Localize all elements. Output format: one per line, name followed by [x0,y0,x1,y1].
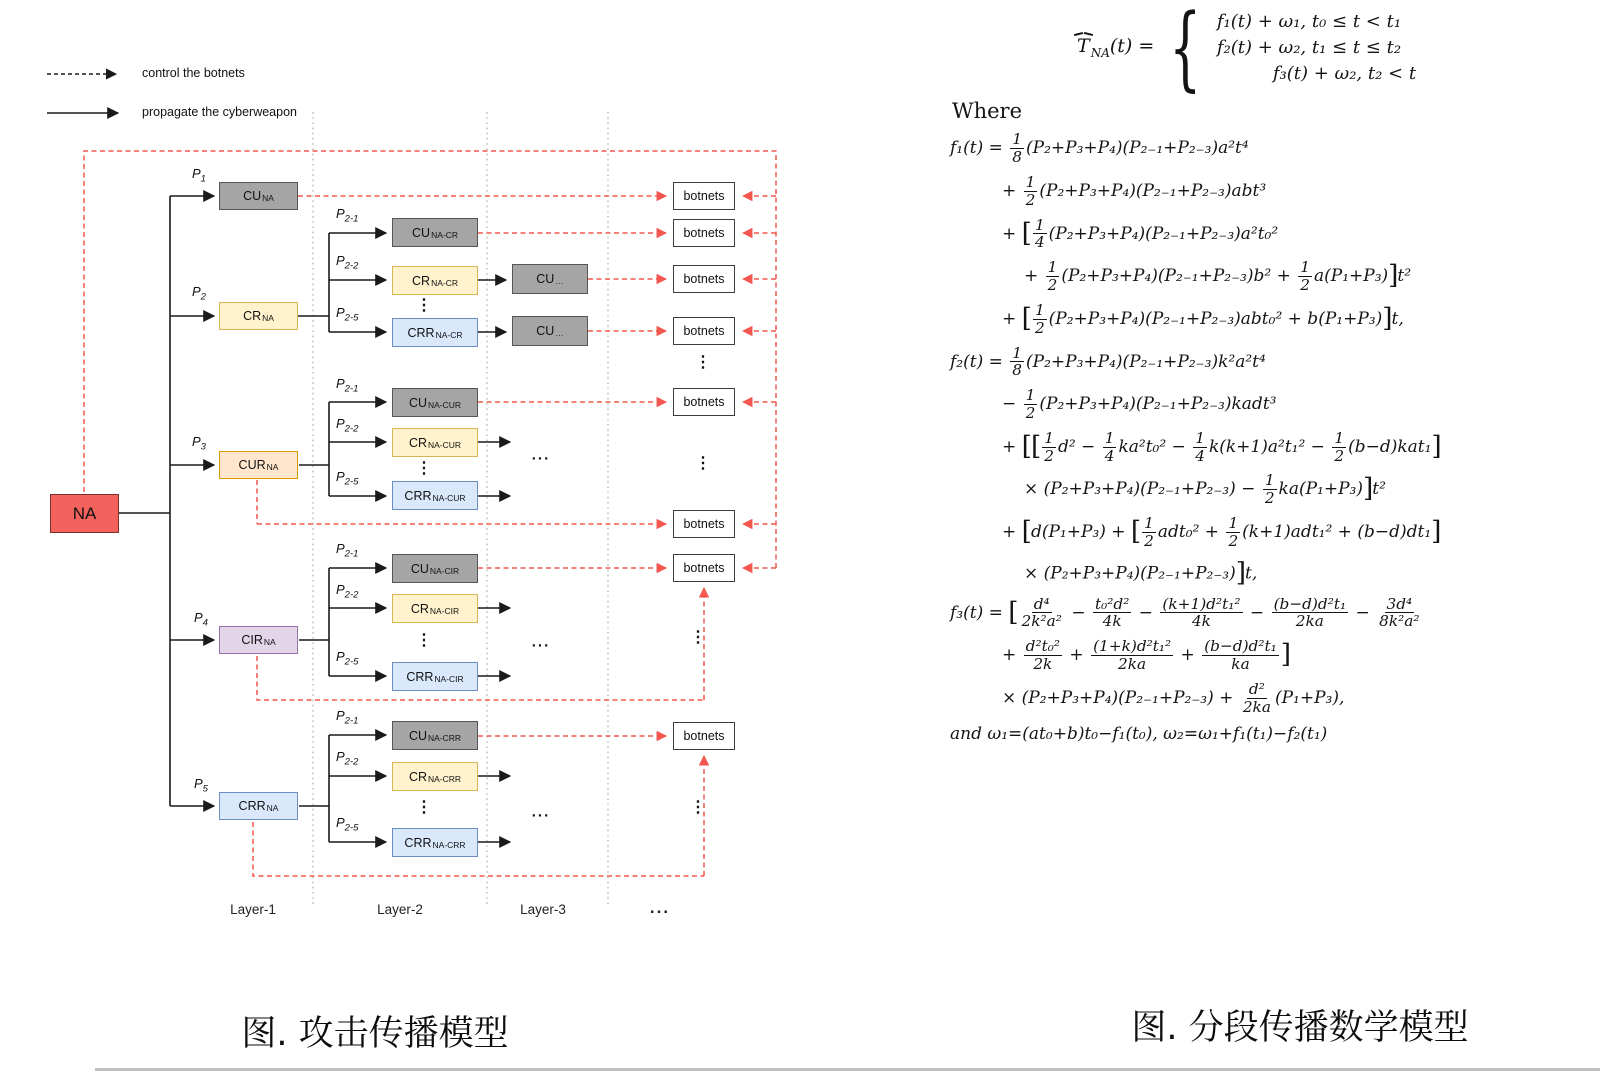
fraction: $\frac{\text{d⁴}}{\text{2k²a²}}$ [1021,594,1062,631]
layer1-label: Layer-1 [230,902,276,917]
node-sublabel: … [555,328,564,338]
big-bracket: ] [1431,431,1441,462]
big-bracket: ] [1382,303,1392,334]
layer3-label: Layer-3 [520,902,566,917]
figure-caption-right: 图. 分段传播数学模型 [1131,1008,1469,1048]
piecewise-brace: { [1169,0,1202,101]
node-sublabel: NA-CR [431,277,458,288]
math-line: + [ $\frac{1}{2}$ (P₂+P₃+P₄)(P₂₋₁+P₂₋₃)abt₀² + b(P₁+P₃)]t, [1002,300,1404,337]
equation-omega [950,724,1590,744]
horizontal-ellipsis: ... [531,803,551,821]
case-3: f₃(t) + ω₂, t₂ < t [1272,63,1417,85]
branch-label-p3: $P_3$ [192,434,206,453]
node-na [50,494,119,533]
node-cu-na-crr [392,721,478,750]
legend-propagate-label: propagate the cyberweapon [142,105,297,119]
big-bracket: ] [1280,639,1291,670]
vertical-ellipsis: ⋮ [695,354,711,372]
branch-label-p2: $P_2$ [192,284,206,303]
botnets-8 [673,722,735,750]
vertical-ellipsis: ⋮ [416,297,432,315]
node-label: CU [536,272,555,286]
node-cr-na [219,302,298,330]
layer-more-label: ... [649,898,671,917]
fraction: $\frac{1}{2}$ [1300,258,1310,295]
fraction: $\frac{1}{8}$ [1012,343,1022,380]
math-line: + $\frac{1}{2}$ (P₂+P₃+P₄)(P₂₋₁+P₂₋₃)b² + $\frac{1}{2}$ a(P₁+P₃)]t² [1024,258,1412,295]
node-label: CR [412,273,431,288]
big-bracket: [ [1030,431,1041,462]
botnets-4 [673,317,735,345]
bottom-rule [95,1068,1600,1071]
node-sublabel: NA-CR [435,329,463,340]
big-bracket: [ [1130,516,1141,547]
node-cu-layer3-1 [512,264,588,294]
botnets-label: botnets [683,561,725,575]
fraction: $\frac{\text{t₀²d²}}{4k}$ [1095,594,1130,631]
node-cr-na-cur [392,428,478,457]
botnets-label: botnets [683,324,725,338]
node-label: CU [410,561,429,576]
node-sublabel: NA [266,462,279,472]
node-cu-na-cr [392,218,478,247]
branch-label-p2-group2-3: $P_{2-5}$ [336,469,359,488]
math-line: × (P₂+P₃+P₄)(P₂₋₁+P₂₋₃) + $\frac{\text{d²}}{2ka}$ (P₁+P₃), [1002,679,1345,716]
vertical-ellipsis: ⋮ [690,629,706,647]
branch-label-p2-group1-2: $P_{2-2}$ [336,253,359,272]
case-2: f₂(t) + ω₂, t₁ ≤ t ≤ t₂ [1216,37,1402,59]
big-bracket: ] [1431,516,1441,547]
branch-label-p4: $P_4$ [194,610,208,629]
big-bracket: [ [1021,303,1031,334]
node-label: CR [408,769,427,784]
node-label: CR [243,309,262,323]
branch-label-p2-group4-3: $P_{2-5}$ [336,815,359,834]
big-bracket: [ [1021,431,1031,462]
branch-label-p2-group1-3: $P_{2-5}$ [336,305,359,324]
node-crr-na-cir [392,662,478,691]
fraction: $\frac{1}{2}$ [1025,173,1036,209]
fraction: $\frac{\text{(1+k)d²t₁²}}{2ka}$ [1093,637,1172,674]
botnets-label: botnets [683,729,725,743]
math-line: + [ $\frac{1}{4}$ (P₂+P₃+P₄)(P₂₋₁+P₂₋₃)a²t₀² [1002,215,1279,252]
math-line: f₁(t) = $\frac{1}{8}$ (P₂+P₃+P₄)(P₂₋₁+P₂₋₃)a²t⁴ [950,130,1249,167]
node-cir-na [219,626,298,654]
big-bracket: ] [1235,557,1246,588]
botnets-2 [673,219,735,247]
big-bracket: ] [1388,260,1398,291]
big-bracket: [ [1021,516,1031,547]
branch-label-p2-group2-2: $P_{2-2}$ [336,416,359,435]
fraction: $\frac{\text{(k+1)d²t₁²}}{4k}$ [1162,594,1241,631]
node-sublabel: NA [262,193,274,203]
math-line: and ω₁=(at₀+b)t₀−f₁(t₀), ω₂=ω₁+f₁(t₁)−f₂(t₁) [950,723,1328,744]
math-line: f₂(t) = $\frac{1}{8}$ (P₂+P₃+P₄)(P₂₋₁+P₂₋₃)k²a²t⁴ [950,343,1266,380]
fraction: $\frac{1}{4}$ [1104,428,1115,465]
fraction: $\frac{\text{3d⁴}}{\text{8k²a²}}$ [1379,594,1420,631]
fraction: $\frac{1}{2}$ [1044,428,1054,465]
piecewise-cases [1217,11,1416,84]
node-sublabel: NA-CIR [429,605,460,616]
fraction: $\frac{1}{2}$ [1034,300,1045,337]
node-sublabel: NA-CUR [432,492,466,503]
branch-label-p2-group2-1: $P_{2-1}$ [336,376,359,395]
botnets-label: botnets [683,272,725,286]
node-cu-na-cur [392,388,478,417]
node-sublabel: NA-CR [431,229,458,240]
big-bracket: [ [1021,218,1031,249]
fraction: $\frac{1}{2}$ [1025,386,1036,422]
node-label: CUR [238,458,266,472]
vertical-ellipsis: ⋮ [416,632,432,650]
math-line: − $\frac{1}{2}$ (P₂+P₃+P₄)(P₂₋₁+P₂₋₃)kadt³ [1002,386,1277,422]
node-label: CRR [404,488,432,503]
botnets-label: botnets [683,395,725,409]
node-sublabel: … [555,276,564,286]
fraction: $\frac{1}{4}$ [1195,428,1205,465]
piecewise-equation [1076,0,1590,101]
hat-T-symbol: T [1077,35,1090,58]
node-label: CRR [404,835,432,850]
node-label: CR [410,601,429,616]
fraction: $\frac{\text{(b−d)d²t₁}}{2ka}$ [1273,594,1347,631]
node-label: CRR [406,669,434,684]
node-crr-na-cur [392,481,478,510]
fraction: $\frac{\text{(b−d)d²t₁}}{ka}$ [1204,637,1277,674]
node-label: CU [536,324,555,338]
math-line: × (P₂+P₃+P₄)(P₂₋₁+P₂₋₃) − $\frac{1}{2}$ ka(P₁+P₃)]t² [1024,471,1386,508]
fraction: $\frac{1}{4}$ [1034,215,1045,252]
botnets-7 [673,554,735,582]
fraction: $\frac{1}{2}$ [1144,514,1154,550]
math-line: + [d(P₁+P₃) + [ $\frac{1}{2}$ adt₀² + $\frac{1}{2}$ (k+1)adt₁² + (b−d)dt₁] [1002,514,1441,550]
node-cr-na-cir [392,594,478,623]
node-label: CU [412,225,431,240]
vertical-ellipsis: ⋮ [416,460,432,478]
node-crr-na-crr [392,828,478,857]
vertical-ellipsis: ⋮ [695,455,711,473]
branch-label-p2-group3-1: $P_{2-1}$ [336,541,359,560]
botnets-1 [673,182,735,210]
fraction: $\frac{1}{2}$ [1228,514,1239,550]
node-sublabel: NA [263,637,276,647]
botnets-3 [673,265,735,293]
branch-label-p2-group3-2: $P_{2-2}$ [336,582,359,601]
math-line: + $\frac{\text{d²t₀²}}{2k}$ + $\frac{\text{(1+k)d²t₁²}}{2ka}$ + $\frac{\text{(b−d)d²t₁}}{ka}$ ] [1002,637,1291,674]
node-label: NA [72,503,97,523]
node-label: CRR [238,799,266,813]
botnets-6 [673,510,735,538]
branch-label-p2-group4-1: $P_{2-1}$ [336,708,359,727]
vertical-ellipsis: ⋮ [690,799,706,817]
math-line: f₃(t) = [ $\frac{\text{d⁴}}{\text{2k²a²}}$ − $\frac{\text{t₀²d²}}{4k}$ − $\frac{\text{(k+1)d²t₁²}}{4k}$ − $\frac{\text{(b−d)d²t₁}}{2ka}$ − $\frac{\text{3d⁴}}{\text{8k²a²}}$ [950,594,1420,631]
equation-f1 [950,131,1590,336]
fraction: $\frac{1}{2}$ [1264,471,1275,508]
branch-label-p5: $P_5$ [194,776,208,795]
node-sublabel: NA [266,803,279,813]
fraction: $\frac{\text{d²}}{2ka}$ [1242,679,1271,716]
fraction: $\frac{1}{2}$ [1334,428,1345,465]
math-line: + [[ $\frac{1}{2}$ d² − $\frac{1}{4}$ ka²t₀² − $\frac{1}{4}$ k(k+1)a²t₁² − $\frac{1}{2}$ (b−d)kat₁] [1002,428,1441,465]
branch-label-p2-group1-1: $P_{2-1}$ [336,206,359,225]
node-cr-na-cr [392,266,478,295]
equation-f3 [950,596,1590,716]
node-cu-layer3-2 [512,316,588,346]
botnets-label: botnets [683,226,725,240]
node-sublabel: NA-CIR [434,673,464,684]
equation-f2 [950,345,1590,588]
node-sublabel: NA-CUR [428,399,462,410]
node-cu-na-cir [392,554,478,583]
node-cu-na [219,182,298,210]
node-sublabel: NA-CRR [428,732,462,743]
vertical-ellipsis: ⋮ [416,799,432,817]
node-sublabel: NA-CUR [428,439,462,450]
layer2-label: Layer-2 [377,902,423,917]
botnets-label: botnets [683,517,725,531]
botnets-label: botnets [683,189,725,203]
botnets-5 [673,388,735,416]
math-line: × (P₂+P₃+P₄)(P₂₋₁+P₂₋₃)]t, [1024,557,1258,588]
tna-lhs: $T_{NA}(t)$ = [1077,35,1155,61]
math-line: + $\frac{1}{2}$ (P₂+P₃+P₄)(P₂₋₁+P₂₋₃)abt³ [1002,173,1267,209]
node-sublabel: NA-CRR [428,773,462,784]
node-sublabel: NA [262,313,274,323]
node-crr-na-cr [392,318,478,347]
node-sublabel: NA-CRR [432,839,466,850]
horizontal-ellipsis: ... [531,633,551,651]
node-cr-na-crr [392,762,478,791]
horizontal-ellipsis: ... [531,446,551,464]
node-label: CU [408,395,427,410]
figure-caption-left: 图. 攻击传播模型 [241,1014,509,1054]
node-label: CU [408,728,427,743]
node-cur-na [219,451,298,479]
case-1: f₁(t) + ω₁, t₀ ≤ t < t₁ [1216,11,1402,33]
big-bracket: ] [1363,473,1373,504]
node-label: CU [243,189,262,203]
branch-label-p1: $P_1$ [192,166,206,185]
legend-control-label: control the botnets [142,66,245,80]
node-crr-na [219,792,298,820]
node-label: CR [408,435,427,450]
fraction: $\frac{1}{8}$ [1012,130,1022,167]
branch-label-p2-group3-3: $P_{2-5}$ [336,649,359,668]
branch-label-p2-group4-2: $P_{2-2}$ [336,749,359,768]
big-bracket: [ [1008,597,1018,628]
math-panel [950,0,1590,752]
node-label: CRR [407,325,435,340]
fraction: $\frac{\text{d²t₀²}}{2k}$ [1025,637,1060,674]
where-label: Where [952,99,1023,124]
fraction: $\frac{1}{2}$ [1047,258,1058,295]
node-label: CIR [241,633,263,647]
node-sublabel: NA-CIR [429,565,460,576]
